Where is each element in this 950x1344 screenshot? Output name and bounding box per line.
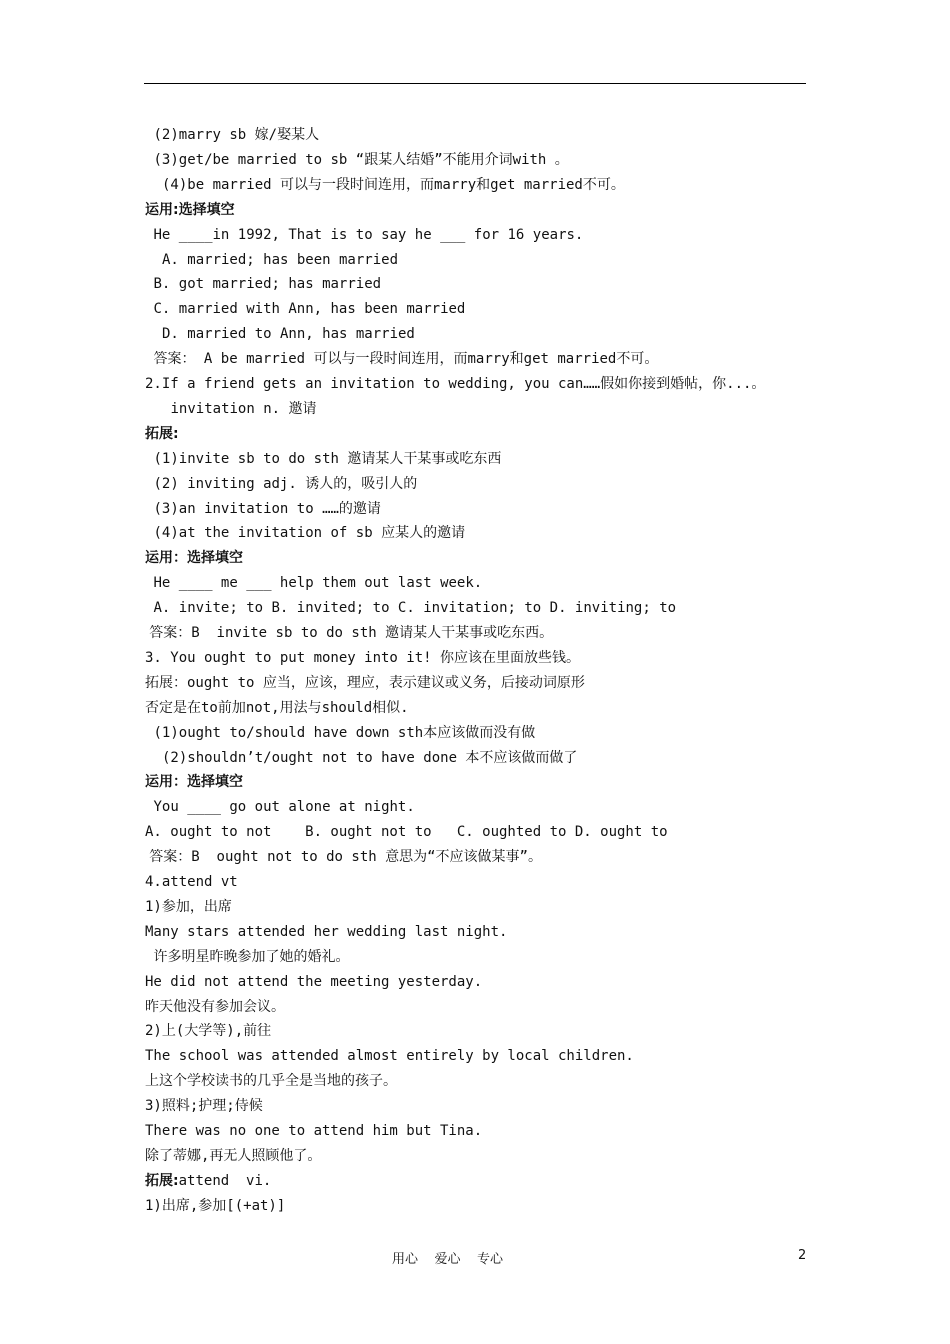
text-line: 2.If a friend gets an invitation to wedding, you can……假如你接到婚帖，你...。 bbox=[145, 376, 766, 392]
text-line: 2)上(大学等),前往 bbox=[145, 1023, 272, 1040]
text-line: invitation n. 邀请 bbox=[170, 400, 317, 417]
text-line: (3)an invitation to ……的邀请 bbox=[153, 500, 381, 517]
text-line: (4)at the invitation of sb 应某人的邀请 bbox=[153, 525, 466, 542]
header-rule bbox=[144, 83, 806, 84]
page-footer bbox=[0, 1248, 950, 1268]
section-heading: 拓展: bbox=[145, 425, 179, 442]
text-line: 1)出席,参加[(+at)] bbox=[145, 1197, 286, 1214]
heading-rest: attend vi. bbox=[178, 1172, 272, 1189]
text-line: 4.attend vt bbox=[145, 874, 238, 890]
text-line: (4)be married 可以与一段时间连用，而marry和get married不可。 bbox=[162, 176, 625, 193]
text-line: 答案：B invite sb to do sth 邀请某人干某事或吃东西。 bbox=[149, 625, 554, 641]
text-line: He did not attend the meeting yesterday. bbox=[145, 973, 483, 990]
heading-label: 拓展: bbox=[145, 1172, 179, 1189]
text-line: (3)get/be married to sb “跟某人结婚”不能用介词with 。 bbox=[153, 151, 569, 168]
text-line: 1)参加，出席 bbox=[145, 898, 232, 915]
text-line: A. ought to not B. ought not to C. oughted to D. ought to bbox=[145, 824, 668, 841]
text-line: 否定是在to前加not,用法与should相似. bbox=[145, 699, 409, 716]
text-line: You ____ go out alone at night. bbox=[153, 799, 415, 816]
text-line: 除了蒂娜,再无人照顾他了。 bbox=[145, 1147, 322, 1164]
text-line: Many stars attended her wedding last night. bbox=[145, 923, 508, 940]
text-line: 答案： A be married 可以与一段时间连用，而marry和get married不可。 bbox=[153, 351, 659, 368]
text-line: (1)ought to/should have down sth本应该做而没有做 bbox=[153, 724, 536, 741]
page-number: 2 bbox=[798, 1248, 807, 1263]
text-line: (2)shouldn’t/ought not to have done 本不应该做而做了 bbox=[162, 749, 578, 766]
footer-motto: 用心 爱心 专心 bbox=[392, 1252, 504, 1267]
text-line: 3. You ought to put money into it! 你应该在里面放些钱。 bbox=[145, 649, 581, 666]
text-line: A. invite; to B. invited; to C. invitation; to D. inviting; to bbox=[153, 600, 677, 617]
section-heading: 运用：选择填空 bbox=[145, 774, 243, 791]
text-line: (2)marry sb 嫁/娶某人 bbox=[153, 127, 320, 143]
section-heading: 运用：选择填空 bbox=[145, 550, 243, 567]
text-line: C. married with Ann, has been married bbox=[153, 301, 466, 318]
text-line: 拓展：ought to 应当，应该，理应，表示建议或义务，后接动词原形 bbox=[145, 674, 585, 691]
text-line: There was no one to attend him but Tina. bbox=[145, 1123, 483, 1139]
text-line: 昨天他没有参加会议。 bbox=[145, 998, 285, 1015]
text-line: (2) inviting adj. 诱人的，吸引人的 bbox=[153, 475, 418, 492]
text-line: 3)照料;护理;侍候 bbox=[145, 1098, 263, 1115]
section-heading: 运用:选择填空 bbox=[145, 201, 235, 218]
text-line: D. married to Ann, has married bbox=[162, 326, 415, 343]
text-line: He ____ me ___ help them out last week. bbox=[153, 575, 483, 592]
text-line: The school was attended almost entirely by local children. bbox=[145, 1048, 634, 1065]
text-line: (1)invite sb to do sth 邀请某人干某事或吃东西 bbox=[153, 450, 502, 467]
section-heading bbox=[145, 1171, 271, 1191]
text-line: 上这个学校读书的几乎全是当地的孩子。 bbox=[145, 1073, 397, 1090]
text-line: 答案：B ought not to do sth 意思为“不应该做某事”。 bbox=[149, 849, 542, 866]
text-line: B. got married; has married bbox=[153, 276, 382, 293]
text-line: 许多明星昨晚参加了她的婚礼。 bbox=[153, 948, 350, 965]
text-line: He ____in 1992, That is to say he ___ for 16 years. bbox=[153, 226, 584, 243]
text-line: A. married; has been married bbox=[162, 251, 399, 268]
